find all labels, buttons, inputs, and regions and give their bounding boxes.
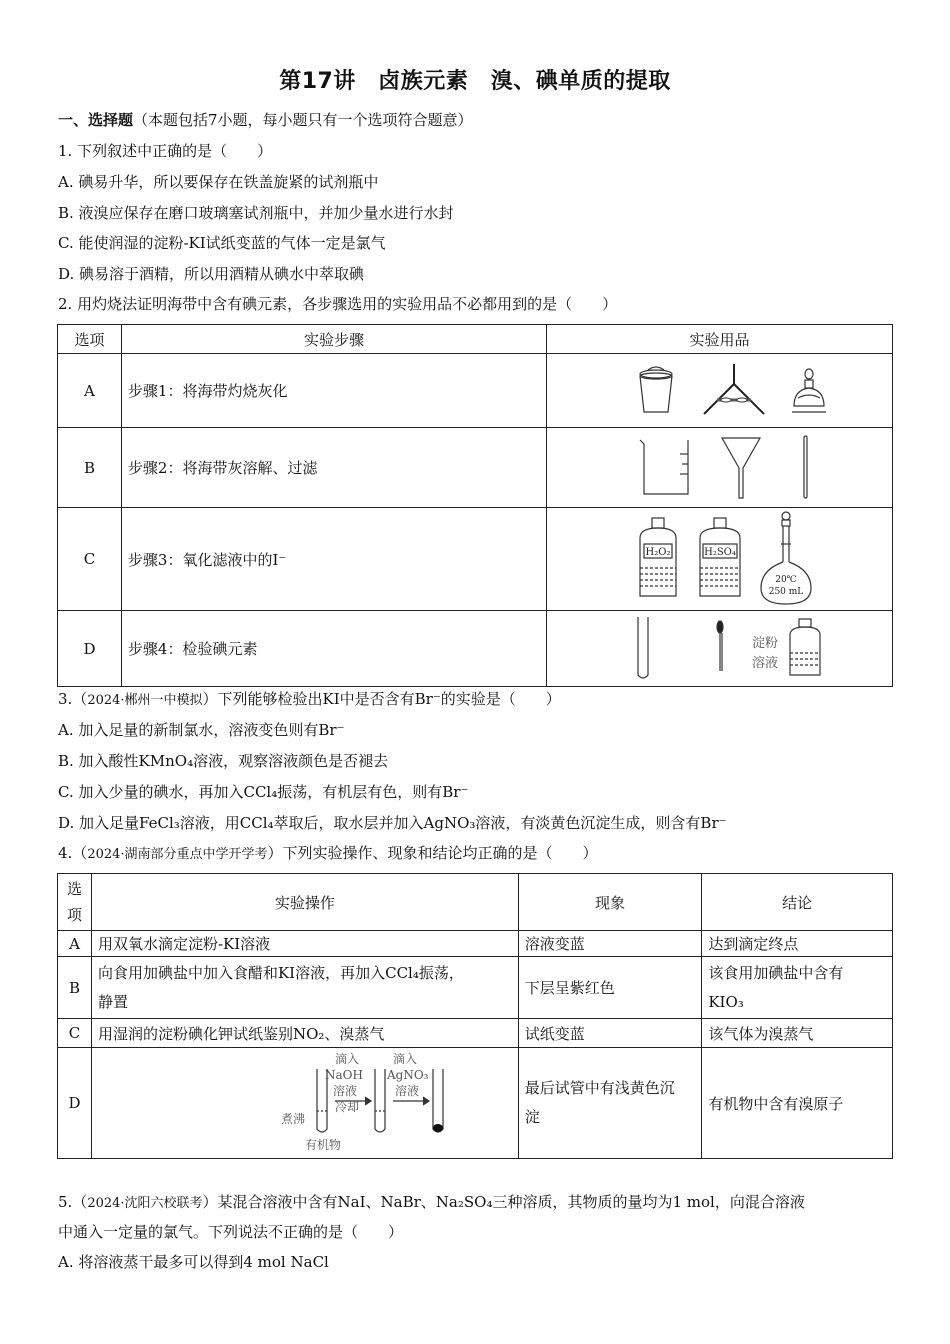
funnel-icon	[722, 438, 760, 498]
q4-header-option-2: 项	[66, 906, 82, 924]
q2-row-b-option: B	[58, 428, 122, 508]
q2-row-b	[58, 428, 893, 508]
q4-row-d-conclusion: 有机物中含有溴原子	[702, 1048, 893, 1159]
q2-header-equipment: 实验用品	[546, 325, 892, 354]
test-tube-dropper-bottle-illustration	[554, 613, 884, 685]
q4-row-b-operation-2: 静置	[97, 992, 128, 1011]
starch-label-1: 淀粉	[752, 635, 779, 651]
q2-header-row	[58, 325, 893, 354]
q2-table	[57, 324, 893, 687]
q4-stem	[58, 843, 598, 865]
q5-stem-pre: 5.（	[58, 1193, 88, 1211]
q3-stem	[58, 689, 561, 711]
page-title: 第17讲 卤族元素 溴、碘单质的提取	[279, 69, 671, 94]
q2-row-c-step: 步骤3：氧化滤液中的I⁻	[121, 508, 546, 611]
q4-row-c-phenomenon: 试纸变蓝	[518, 1019, 702, 1048]
q4-row-d-phenomenon-2: 淀	[524, 1108, 540, 1126]
crucible-triangle-lamp-illustration	[554, 356, 884, 426]
q4-source: 2024·湖南部分重点中学开学考	[87, 847, 268, 862]
cool-label: 冷却	[334, 1100, 359, 1114]
q3-option-d: D. 加入足量FeCl₃溶液，用CCl₄萃取后，取水层并加入AgNO₃溶液，有淡黄色沉淀生成，则含有Br⁻	[58, 814, 727, 832]
section-heading-label: 一、选择题	[58, 111, 134, 129]
q2-header-step: 实验步骤	[121, 325, 546, 354]
q4-row-c	[58, 1019, 893, 1048]
q5-stem	[58, 1192, 805, 1214]
q3-option-c: C. 加入少量的碘水，再加入CCl₄振荡，有机层有色，则有Br⁻	[58, 783, 469, 801]
solution-label-2: 溶液	[394, 1084, 419, 1098]
flask-volume-label: 250 mL	[769, 587, 804, 597]
boil-label: 煮沸	[280, 1112, 305, 1126]
q2-row-a-option: A	[58, 354, 122, 428]
dropper-icon	[717, 621, 723, 671]
q4-row-d-phenomenon-1: 最后试管中有浅黄色沉	[524, 1079, 675, 1097]
starch-bottle-icon	[790, 619, 820, 675]
q2-row-d-step: 步骤4：检验碘元素	[121, 611, 546, 687]
q5-source: 2024·沈阳六校联考	[87, 1196, 203, 1211]
q5-stem-post: ）某混合溶液中含有NaI、NaBr、Na₂SO₄三种溶质，其物质的量均为1 mol，向混合溶液	[202, 1193, 805, 1211]
starch-label-2: 溶液	[752, 655, 779, 671]
q4-row-b-conclusion-2: KIO₃	[708, 992, 744, 1011]
q3-stem-post: ）下列能够检验出KI中是否含有Br⁻的实验是（ ）	[202, 690, 561, 708]
q4-header-option-1: 选	[66, 880, 82, 898]
agno3-label: AgNO₃	[386, 1068, 429, 1082]
q2-row-a	[58, 354, 893, 428]
q2-row-c-option: C	[58, 508, 122, 611]
q4-row-c-option: C	[58, 1019, 92, 1048]
q4-row-a	[58, 931, 893, 957]
q4-header-row	[58, 874, 893, 931]
q2-row-d-equipment	[546, 611, 892, 687]
q2-row-d	[58, 611, 893, 687]
solution-label-1: 溶液	[332, 1084, 357, 1098]
beaker-funnel-rod-illustration	[554, 430, 884, 506]
q3-stem-pre: 3.（	[58, 690, 88, 708]
q2-row-b-step: 步骤2：将海带灰溶解、过滤	[121, 428, 546, 508]
q4-row-b-option: B	[58, 957, 92, 1019]
q2-stem: 2. 用灼烧法证明海带中含有碘元素，各步骤选用的实验用品不必都用到的是（ ）	[58, 295, 618, 313]
q4-row-b-operation-1: 向食用加碘盐中加入食醋和KI溶液，再加入CCl₄振荡，	[97, 963, 464, 982]
h2o2-label: H₂O₂	[646, 547, 671, 558]
q3-option-a: A. 加入足量的新制氯水，溶液变色则有Br⁻	[58, 721, 345, 739]
q1-option-d: D. 碘易溶于酒精，所以用酒精从碘水中萃取碘	[58, 265, 365, 283]
clay-triangle-icon	[704, 364, 764, 414]
beaker-icon	[640, 440, 688, 494]
test-tube-icon	[638, 617, 648, 678]
q4-row-a-phenomenon: 溶液变蓝	[518, 931, 702, 957]
q2-row-a-equipment	[546, 354, 892, 428]
q4-row-b	[58, 957, 893, 1019]
q3-option-b: B. 加入酸性KMnO₄溶液，观察溶液颜色是否褪去	[58, 752, 389, 770]
q4-row-b-operation	[91, 957, 518, 1019]
drip-label-2: 滴入	[392, 1052, 417, 1066]
q4-row-b-conclusion-1: 该食用加碘盐中含有	[708, 963, 844, 982]
q4-row-b-phenomenon: 下层呈紫红色	[518, 957, 702, 1019]
drip-label-1: 滴入	[334, 1052, 359, 1066]
q3-source: 2024·郴州一中模拟	[87, 693, 203, 708]
q4-row-b-conclusion	[702, 957, 893, 1019]
q4-header-conclusion: 结论	[702, 874, 893, 931]
q1-option-b: B. 液溴应保存在磨口玻璃塞试剂瓶中，并加少量水进行水封	[58, 204, 454, 222]
q4-header-operation: 实验操作	[91, 874, 518, 931]
naoh-label: NaOH	[324, 1068, 363, 1082]
crucible-icon	[640, 367, 672, 412]
flask-temp-label: 20℃	[775, 575, 798, 585]
q2-row-a-step: 步骤1：将海带灼烧灰化	[121, 354, 546, 428]
glass-rod-icon	[804, 436, 807, 498]
hydrolysis-test-diagram	[155, 1051, 455, 1155]
q4-header-phenomenon: 现象	[518, 874, 702, 931]
q5-stem-line-2: 中通入一定量的氯气。下列说法不正确的是（ ）	[58, 1223, 404, 1241]
reagent-bottles-flask-illustration	[554, 510, 884, 608]
q2-row-d-option: D	[58, 611, 122, 687]
q4-row-d-option: D	[58, 1048, 92, 1159]
q1-option-a: A. 碘易升华，所以要保存在铁盖旋紧的试剂瓶中	[58, 173, 379, 191]
q2-row-c	[58, 508, 893, 611]
section-heading	[58, 110, 473, 130]
q2-row-c-equipment	[546, 508, 892, 611]
q2-row-b-equipment	[546, 428, 892, 508]
q4-row-d-operation	[91, 1048, 518, 1159]
organic-label: 有机物	[304, 1138, 341, 1152]
q1-stem: 1. 下列叙述中正确的是（ ）	[58, 142, 273, 160]
q4-header-option	[58, 874, 92, 931]
h2so4-label: H₂SO₄	[704, 547, 737, 558]
q4-row-a-operation: 用双氧水滴定淀粉-KI溶液	[91, 931, 518, 957]
q4-row-c-operation: 用湿润的淀粉碘化钾试纸鉴别NO₂、溴蒸气	[91, 1019, 518, 1048]
q5-option-a: A. 将溶液蒸干最多可以得到4 mol NaCl	[58, 1253, 329, 1271]
q2-header-option: 选项	[58, 325, 122, 354]
alcohol-lamp-icon	[792, 369, 826, 412]
q4-table	[57, 873, 893, 1159]
q4-stem-pre: 4.（	[58, 844, 88, 862]
q1-option-c: C. 能使润湿的淀粉-KI试纸变蓝的气体一定是氯气	[58, 234, 386, 252]
q4-stem-post: ）下列实验操作、现象和结论均正确的是（ ）	[267, 844, 598, 862]
q4-row-d-phenomenon	[518, 1048, 702, 1159]
q4-row-a-conclusion: 达到滴定终点	[702, 931, 893, 957]
section-note: （本题包括7小题，每小题只有一个选项符合题意）	[133, 111, 473, 129]
q4-row-c-conclusion: 该气体为溴蒸气	[702, 1019, 893, 1048]
q4-row-a-option: A	[58, 931, 92, 957]
q4-row-d	[58, 1048, 893, 1159]
